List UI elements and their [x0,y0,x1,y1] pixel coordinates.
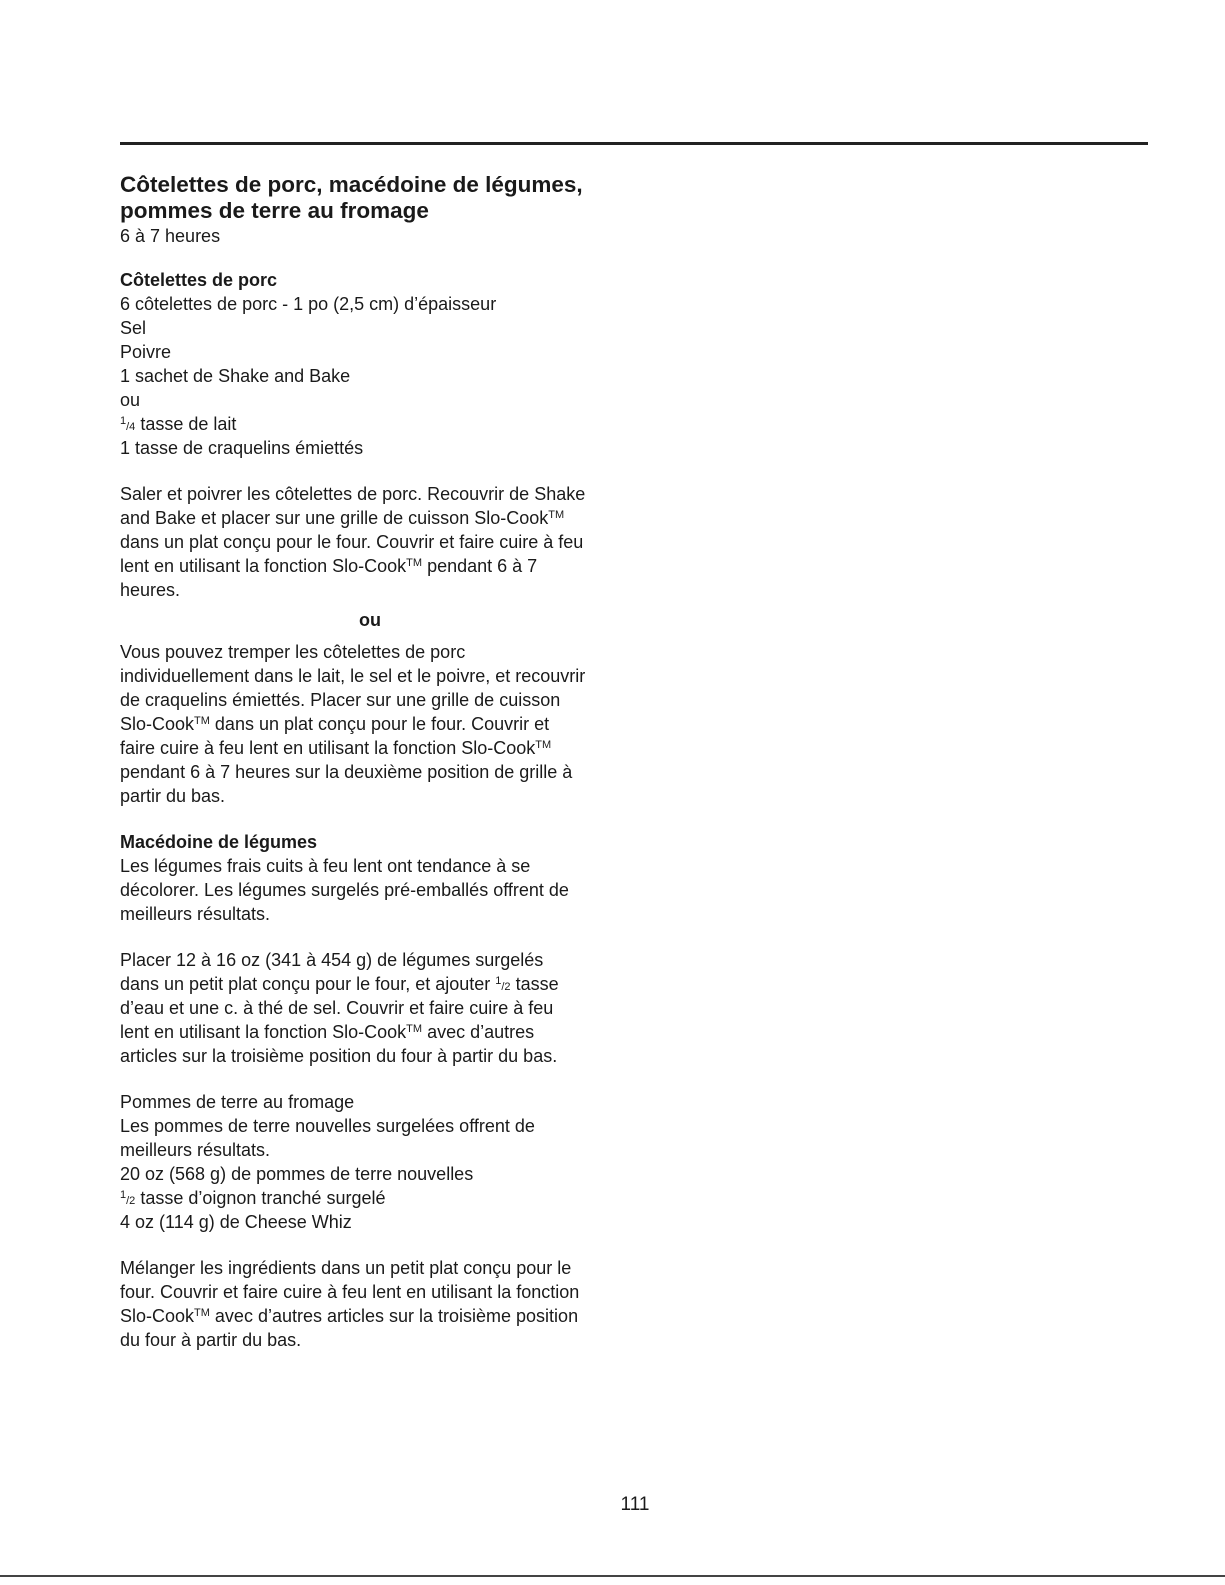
fraction-denominator: /2 [501,981,511,993]
paragraph-line: d’eau et une c. à thé de sel. Couvrir et faire cuire à feu [120,998,554,1018]
paragraph-line: meilleurs résultats. [120,904,271,924]
text-span: faire cuire à feu lent en utilisant la fonction Slo-Cook [120,738,536,758]
paragraph-line: Placer 12 à 16 oz (341 à 454 g) de légumes surgelés [120,950,544,970]
pork-method-2 [120,640,640,808]
potatoes-heading: Pommes de terre au fromage [120,1092,355,1112]
or-separator: ou [359,610,381,630]
paragraph-line [120,506,640,530]
paragraph-line [120,1020,640,1044]
paragraph-line: Saler et poivrer les côtelettes de porc. Recouvrir de Shake [120,484,586,504]
text-span: dans un petit plat conçu pour le four, et ajouter [120,974,496,994]
fraction-denominator: /2 [126,1195,136,1207]
text-span: pendant 6 à 7 [422,556,538,576]
fraction-numerator: 1 [120,415,127,427]
pork-heading: Côtelettes de porc [120,270,278,290]
pork-ingredient-crackers: 1 tasse de craquelins émiettés [120,438,364,458]
paragraph-line [120,972,640,996]
trademark-sup: TM [535,739,552,751]
pork-ingredient-milk [120,412,640,436]
vegetables-heading: Macédoine de légumes [120,832,318,852]
pork-ingredient-4: 1 sachet de Shake and Bake [120,366,351,386]
paragraph-line: Vous pouvez tremper les côtelettes de porc [120,642,466,662]
text-span: Slo-Cook [120,1306,195,1326]
text-span: and Bake et placer sur une grille de cuisson Slo-Cook [120,508,549,528]
potatoes-ingredient-2 [120,1186,640,1210]
potatoes-ingredient-3: 4 oz (114 g) de Cheese Whiz [120,1212,352,1232]
milk-text: tasse de lait [135,414,237,434]
text-span: avec d’autres articles sur la troisième position [209,1306,579,1326]
paragraph-line [120,1304,640,1328]
recipe-title-line-2: pommes de terre au fromage [120,198,429,223]
recipe-column [120,172,640,1352]
text-span: lent en utilisant la fonction Slo-Cook [120,1022,407,1042]
paragraph-line: articles sur la troisième position du four à partir du bas. [120,1046,558,1066]
trademark-sup: TM [406,557,423,569]
paragraph-line: du four à partir du bas. [120,1330,302,1350]
paragraph-line: Les légumes frais cuits à feu lent ont tendance à se [120,856,531,876]
paragraph-line: décolorer. Les légumes surgelés pré-emballés offrent de [120,880,569,900]
paragraph-line: individuellement dans le lait, le sel et le poivre, et recouvrir [120,666,586,686]
paragraph-line [120,736,640,760]
pork-ingredient-or: ou [120,390,141,410]
potatoes-ingredient-1: 20 oz (568 g) de pommes de terre nouvelles [120,1164,474,1184]
fraction-numerator: 1 [120,1189,127,1201]
paragraph-line: meilleurs résultats. [120,1140,271,1160]
bottom-rule [0,1575,1225,1577]
pork-ingredient-3: Poivre [120,342,172,362]
text-span: lent en utilisant la fonction Slo-Cook [120,556,407,576]
pork-ingredient-1: 6 côtelettes de porc - 1 po (2,5 cm) d’épaisseur [120,294,497,314]
pork-ingredient-2: Sel [120,318,147,338]
top-rule [120,142,1148,145]
fraction-numerator: 1 [495,975,502,987]
cook-time: 6 à 7 heures [120,226,221,246]
paragraph-line: Mélanger les ingrédients dans un petit plat conçu pour le [120,1258,572,1278]
trademark-sup: TM [194,715,210,727]
paragraph-line [120,712,640,736]
recipe-title-line-1: Côtelettes de porc, macédoine de légumes, [120,172,583,197]
text-span: avec d’autres [422,1022,535,1042]
text-span: Slo-Cook [120,714,195,734]
trademark-sup: TM [548,509,565,521]
fraction-denominator: /4 [126,421,136,433]
paragraph-line: de craquelins émiettés. Placer sur une grille de cuisson [120,690,561,710]
text-span: dans un plat conçu pour le four. Couvrir et [209,714,550,734]
pork-method-1 [120,482,640,602]
paragraph-line: four. Couvrir et faire cuire à feu lent en utilisant la fonction [120,1282,580,1302]
paragraph-line: dans un plat conçu pour le four. Couvrir et faire cuire à feu [120,532,584,552]
text-span: tasse d’oignon tranché surgelé [135,1188,386,1208]
paragraph-line: Les pommes de terre nouvelles surgelées offrent de [120,1116,535,1136]
text-span: tasse [510,974,559,994]
paragraph-line: partir du bas. [120,786,226,806]
paragraph-line [120,554,640,578]
paragraph-line: heures. [120,580,181,600]
trademark-sup: TM [406,1023,423,1035]
trademark-sup: TM [194,1307,210,1319]
paragraph-line: pendant 6 à 7 heures sur la deuxième position de grille à [120,762,573,782]
page-number: 111 [620,1494,650,1515]
